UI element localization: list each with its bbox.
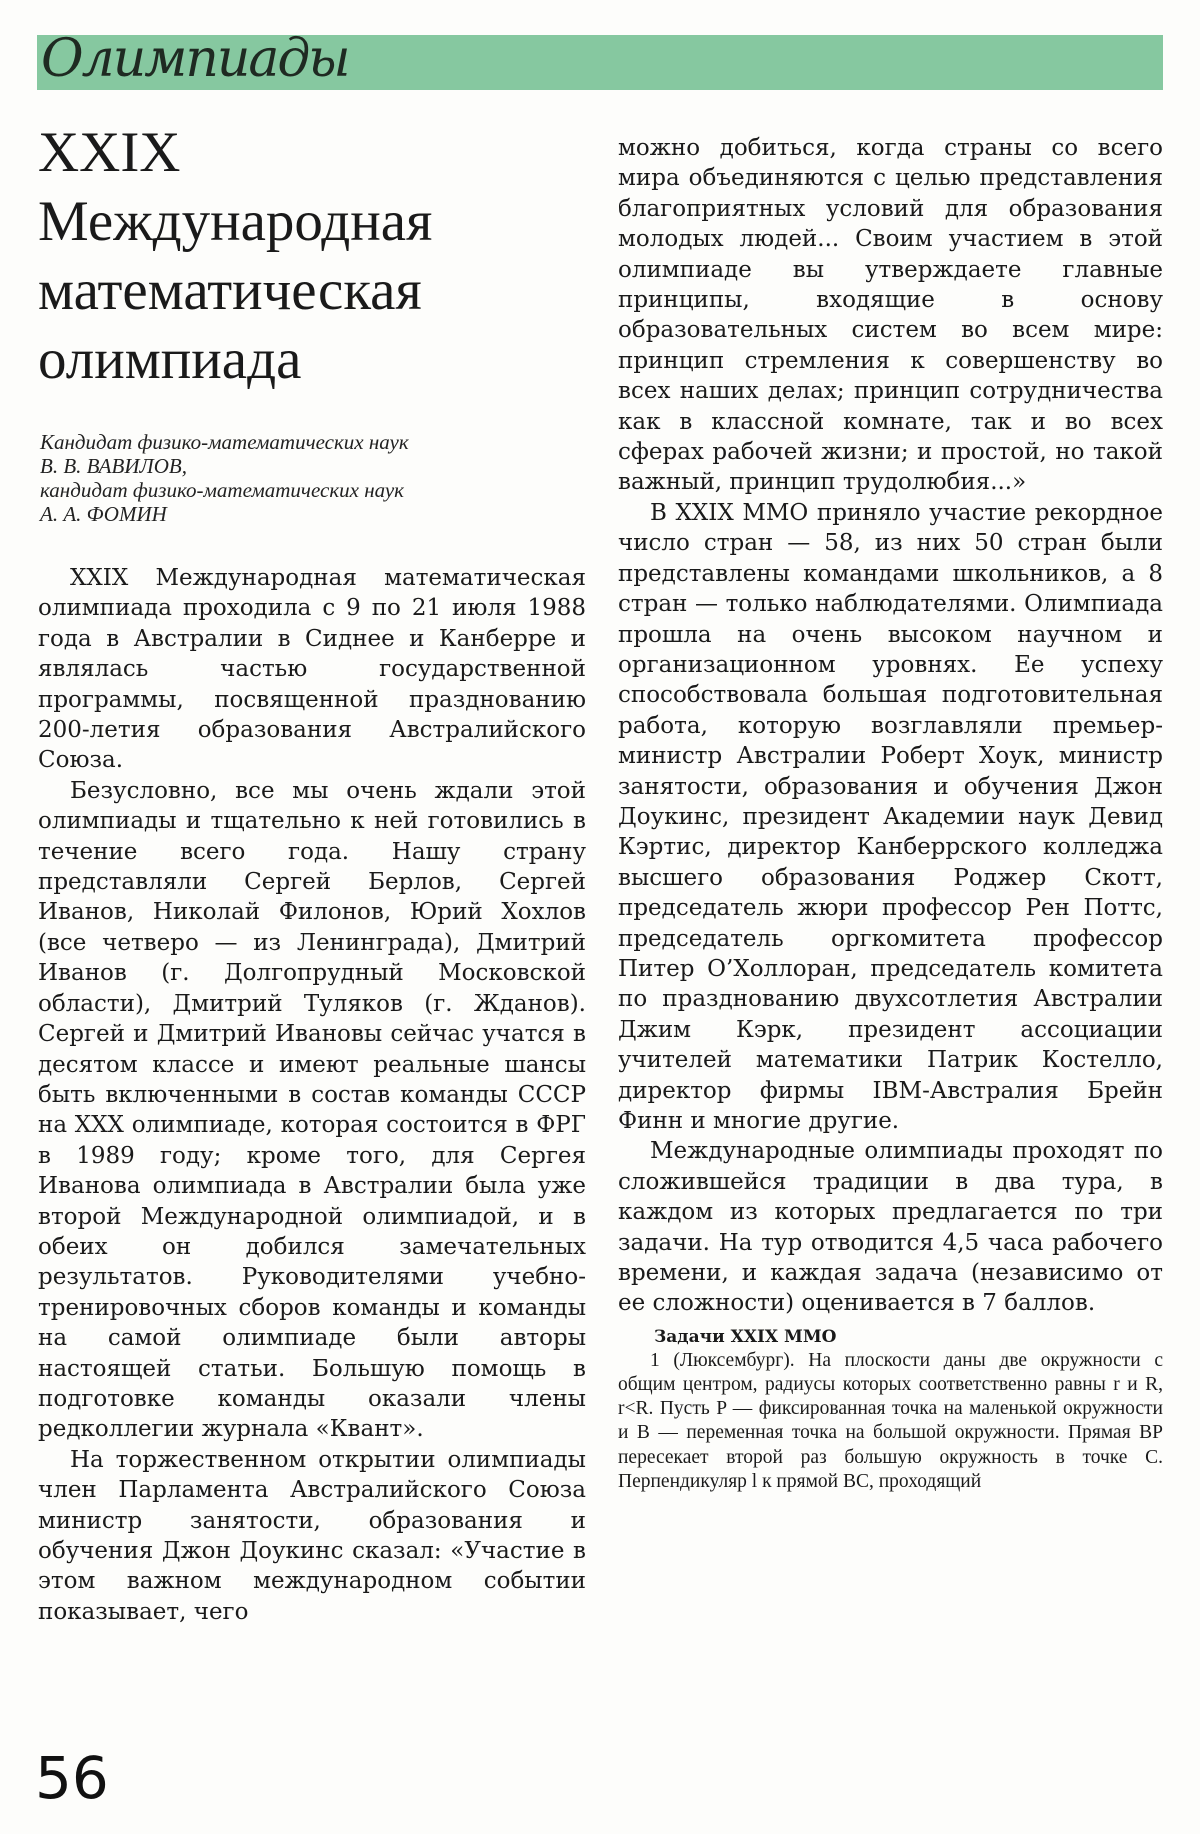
title-line: олимпиада <box>38 328 302 391</box>
section-banner <box>37 29 1163 90</box>
page-number: 56 <box>35 1744 109 1812</box>
title-line: XXIX <box>38 121 181 184</box>
title-line: математическая <box>38 259 422 322</box>
paragraph: Международные олимпиады проходят по сложившейся традиции в два тура, в каждом из которых предлагается по три задачи. На тур отводится 4,5 часа рабочего времени, и каждая задача (независимо от ее сложности) оценивается в 7 баллов. <box>618 1138 1163 1317</box>
author-name: А. А. ФОМИН <box>40 502 167 526</box>
article-title <box>38 118 598 394</box>
paragraph: На торжественном открытии олимпиады член Парламента Австралийского Союза министр занятости, образования и обучения Джон Доукинс сказал: «Участие в этом важном международном событии показывает, чего <box>38 1446 586 1625</box>
paragraph: Безусловно, все мы очень ждали этой олимпиады и тщательно к ней готовились в течение всего года. Нашу страну представляли Сергей Берлов, Сергей Иванов, Николай Филонов, Юрий Хохлов (все четверо — из Ленинграда), Дмитрий Иванов (г. Долгопрудный Московской области), Дмитрий Туляков (г. Жданов). Сергей и Дмитрий Ивановы сейчас учатся в десятом классе и имеют реальные шансы быть включенными в состав команды СССР на XXX олимпиаде, которая состоится в ФРГ в 1989 году; кроме того, для Сергея Иванова олимпиада в Австралии была уже второй Международной олимпиадой, и в обеих он добился замечательных результатов. Руководителями учебно-тренировочных сборов команды и команды на самой олимпиаде были авторы настоящей статьи. Большую помощь в подготовке команды оказали члены редколлегии журнала «Квант». <box>38 777 586 1443</box>
author-byline <box>40 430 560 526</box>
right-column <box>618 133 1163 1494</box>
left-column <box>38 563 586 1627</box>
paragraph: XXIX Международная математическая олимпиада проходила с 9 по 21 июля 1988 года в Австралии в Сиднее и Канберре и являлась частью государственной программы, посвященной празднованию 200-летия образования Австралийского Союза. <box>38 565 586 774</box>
paragraph: можно добиться, когда страны со всего мира объединяются с целью представления благоприятных условий для образования молодых людей... Своим участием в этой олимпиаде вы утверждаете главные принципы, входящие в основу образовательных систем во всем мире: принцип стремления к совершенству во всех наших делах; принцип сотрудничества как в классной комнате, так и во всех сферах рабочей жизни; и простой, но такой важный, принцип трудолюбия...» <box>618 135 1163 496</box>
problem-text: 1 (Люксембург). На плоскости даны две окружности с общим центром, радиусы которых соответственно равны r и R, r<R. Пусть P — фиксированная точка на маленькой окружности и B — переменная точка на большой окружности. Прямая BP пересекает второй раз большую окружность в точке C. Перпендикуляр l к прямой BC, проходящий <box>618 1349 1163 1492</box>
paragraph: В XXIX ММО приняло участие рекордное число стран — 58, из них 50 стран были представлены командами школьников, а 8 стран — только наблюдателями. Олимпиада прошла на очень высоком научном и организационном уровнях. Ее успеху способствовала большая подготовительная работа, которую возглавляли премьер-министр Австралии Роберт Хоук, министр занятости, образования и обучения Джон Доукинс, президент Академии наук Девид Кэртис, директор Канберрского колледжа высшего образования Роджер Скотт, председатель жюри профессор Рен Поттс, председатель оргкомитета профессор Питер О’Холлоран, председатель комитета по празднованию двухсотлетия Австралии Джим Кэрк, президент ассоциации учителей математики Патрик Костелло, директор фирмы IBM-Австралия Брейн Финн и многие другие. <box>618 499 1163 1134</box>
title-line: Международная <box>38 190 433 253</box>
author-credential: Кандидат физико-математических наук <box>40 430 409 454</box>
author-name: В. В. ВАВИЛОВ, <box>40 454 187 478</box>
problems-heading: Задачи XXIX ММО <box>654 1326 837 1347</box>
author-credential: кандидат физико-математических наук <box>40 478 404 502</box>
section-title: Олимпиады <box>41 29 349 89</box>
